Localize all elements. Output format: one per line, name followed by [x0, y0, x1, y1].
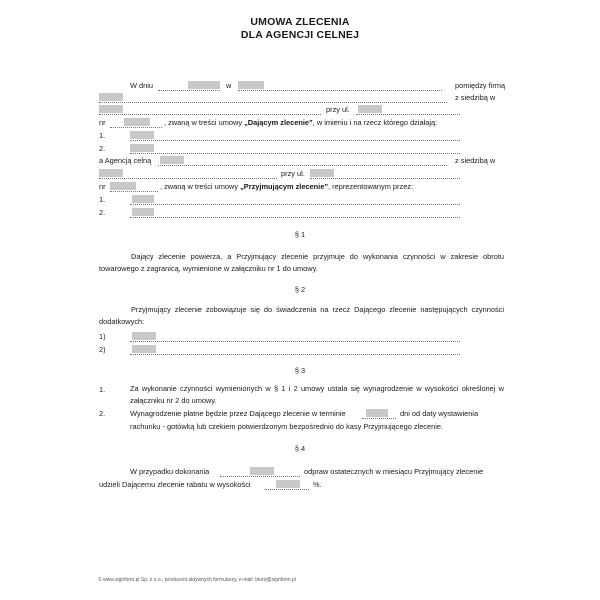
company-number-fill [124, 118, 150, 126]
zwana-label: , zwaną w treści umowy [164, 118, 243, 127]
section-4-b: odpraw ostatecznych w miesiącu Przyjmujący zlecenie [304, 467, 484, 476]
agency-name-field[interactable] [158, 156, 447, 166]
document-title-line1: UMOWA ZLECENIA [250, 16, 350, 28]
agency-number-fill [110, 182, 136, 190]
representative-1-field[interactable] [130, 131, 460, 141]
label-w: w [226, 81, 232, 90]
label-z-siedziba: z siedzibą w [455, 93, 496, 102]
company-city-fill [99, 105, 123, 113]
section-3-p2a: Wynagrodzenie płatne będzie przez Dającego zlecenie w terminie [130, 409, 346, 418]
extra-activity-number-1: 1) [99, 332, 106, 341]
section-3-paragraph-1: Za wykonanie czynności wymienionych w § 1 i 2 umowy ustala się wynagrodzenie w wysokości określonej w załączniku nr 2 do umowy. [130, 384, 504, 405]
document-title-line2: DLA AGENCJI CELNEJ [240, 29, 360, 41]
section-3-p2b: dni od daty wystawienia [400, 409, 479, 418]
agency-rep-number-2: 2. [99, 208, 106, 217]
representative-1-fill [130, 131, 154, 139]
extra-activity-2-field[interactable] [130, 345, 460, 355]
dajacy-term: „Dającym zlecenie” [244, 118, 313, 127]
agency-rep-number-1: 1. [99, 195, 106, 204]
agency-name-fill [160, 156, 184, 164]
rep-number-2: 2. [99, 144, 106, 153]
rep-number-1: 1. [99, 131, 106, 140]
clearances-count-fill [250, 467, 274, 475]
section-1-heading: § 1 [294, 230, 306, 239]
section-1-text: Dający zlecenie powierza, a Przyjmujący zlecenie przyjmuje do wykonania czynności w zakresie obrotu towarowego z zagranicą, wymienione w załączniku nr 1 do umowy. [99, 252, 504, 273]
agency-representative-1-fill [132, 195, 154, 203]
agency-representative-2-field[interactable] [130, 208, 460, 218]
footer-copyright: © www.signform.pl Sp. z o.o., producent aktywnych formularzy, e-mail: biuro@signform.pl [98, 577, 296, 583]
section-3-number-1: 1. [99, 385, 106, 394]
section-3-number-2: 2. [99, 409, 106, 418]
place-field[interactable] [238, 81, 442, 91]
section-3-p2c: rachunku - gotówką lub czekiem potwierdzonym bezpośrednio do kasy Przyjmującego zlecenie. [130, 422, 444, 431]
section-4-heading: § 4 [294, 444, 306, 453]
section-2-text: Przyjmujący zlecenie zobowiązuje się do świadczenia na rzecz Dającego zlecenie następujących czynności dodatkowych: [99, 305, 504, 326]
agency-city-field[interactable] [99, 169, 277, 179]
extra-activity-1-fill [132, 332, 156, 340]
section-4-c: udzieli Dającemu zlecenie rabatu w wysokości [99, 480, 251, 489]
company-name-fill [99, 93, 123, 101]
representative-2-field[interactable] [130, 144, 460, 154]
section-2-heading: § 2 [294, 285, 306, 294]
label-przy-ul: przy ul. [326, 105, 350, 114]
label-pomiedzy: pomiędzy firmą [455, 81, 506, 90]
company-street-fill [358, 105, 382, 113]
label-z-siedziba-2: z siedzibą w [455, 156, 496, 165]
label-nr-2: nr [99, 182, 106, 191]
przyjmujacy-term: „Przyjmującym zlecenie” [240, 182, 329, 191]
extra-activity-1-field[interactable] [130, 332, 460, 342]
zwana-label-2: , zwaną w treści umowy [160, 182, 239, 191]
extra-activity-number-2: 2) [99, 345, 106, 354]
company-city-field[interactable] [99, 105, 321, 115]
agency-city-fill [99, 169, 123, 177]
section-3-heading: § 3 [294, 366, 306, 375]
reprezentowanym-label: , reprezentowanym przez: [328, 182, 414, 191]
zwana-przyjmujacy-text [160, 182, 413, 191]
agency-representative-1-field[interactable] [130, 195, 460, 205]
agency-representative-2-fill [132, 208, 154, 216]
discount-percent-fill [276, 480, 300, 488]
label-nr: nr [99, 118, 106, 127]
w-imieniu-label: , w imieniu i na rzecz którego działają: [312, 118, 438, 127]
section-4-d: %. [313, 480, 322, 489]
label-przy-ul-2: przy ul. [281, 169, 305, 178]
extra-activity-2-fill [132, 345, 156, 353]
place-field-fill [238, 81, 264, 89]
date-field-fill [188, 81, 220, 89]
label-w-dniu: W dniu [130, 81, 154, 90]
company-name-field[interactable] [99, 93, 447, 103]
zwana-dajacy-text [164, 118, 437, 127]
representative-2-fill [130, 144, 154, 152]
agency-street-fill [310, 169, 334, 177]
label-agencja: a Agencją celną [99, 156, 152, 165]
section-4-a: W przypadku dokonania [130, 467, 210, 476]
payment-days-fill [366, 409, 388, 417]
